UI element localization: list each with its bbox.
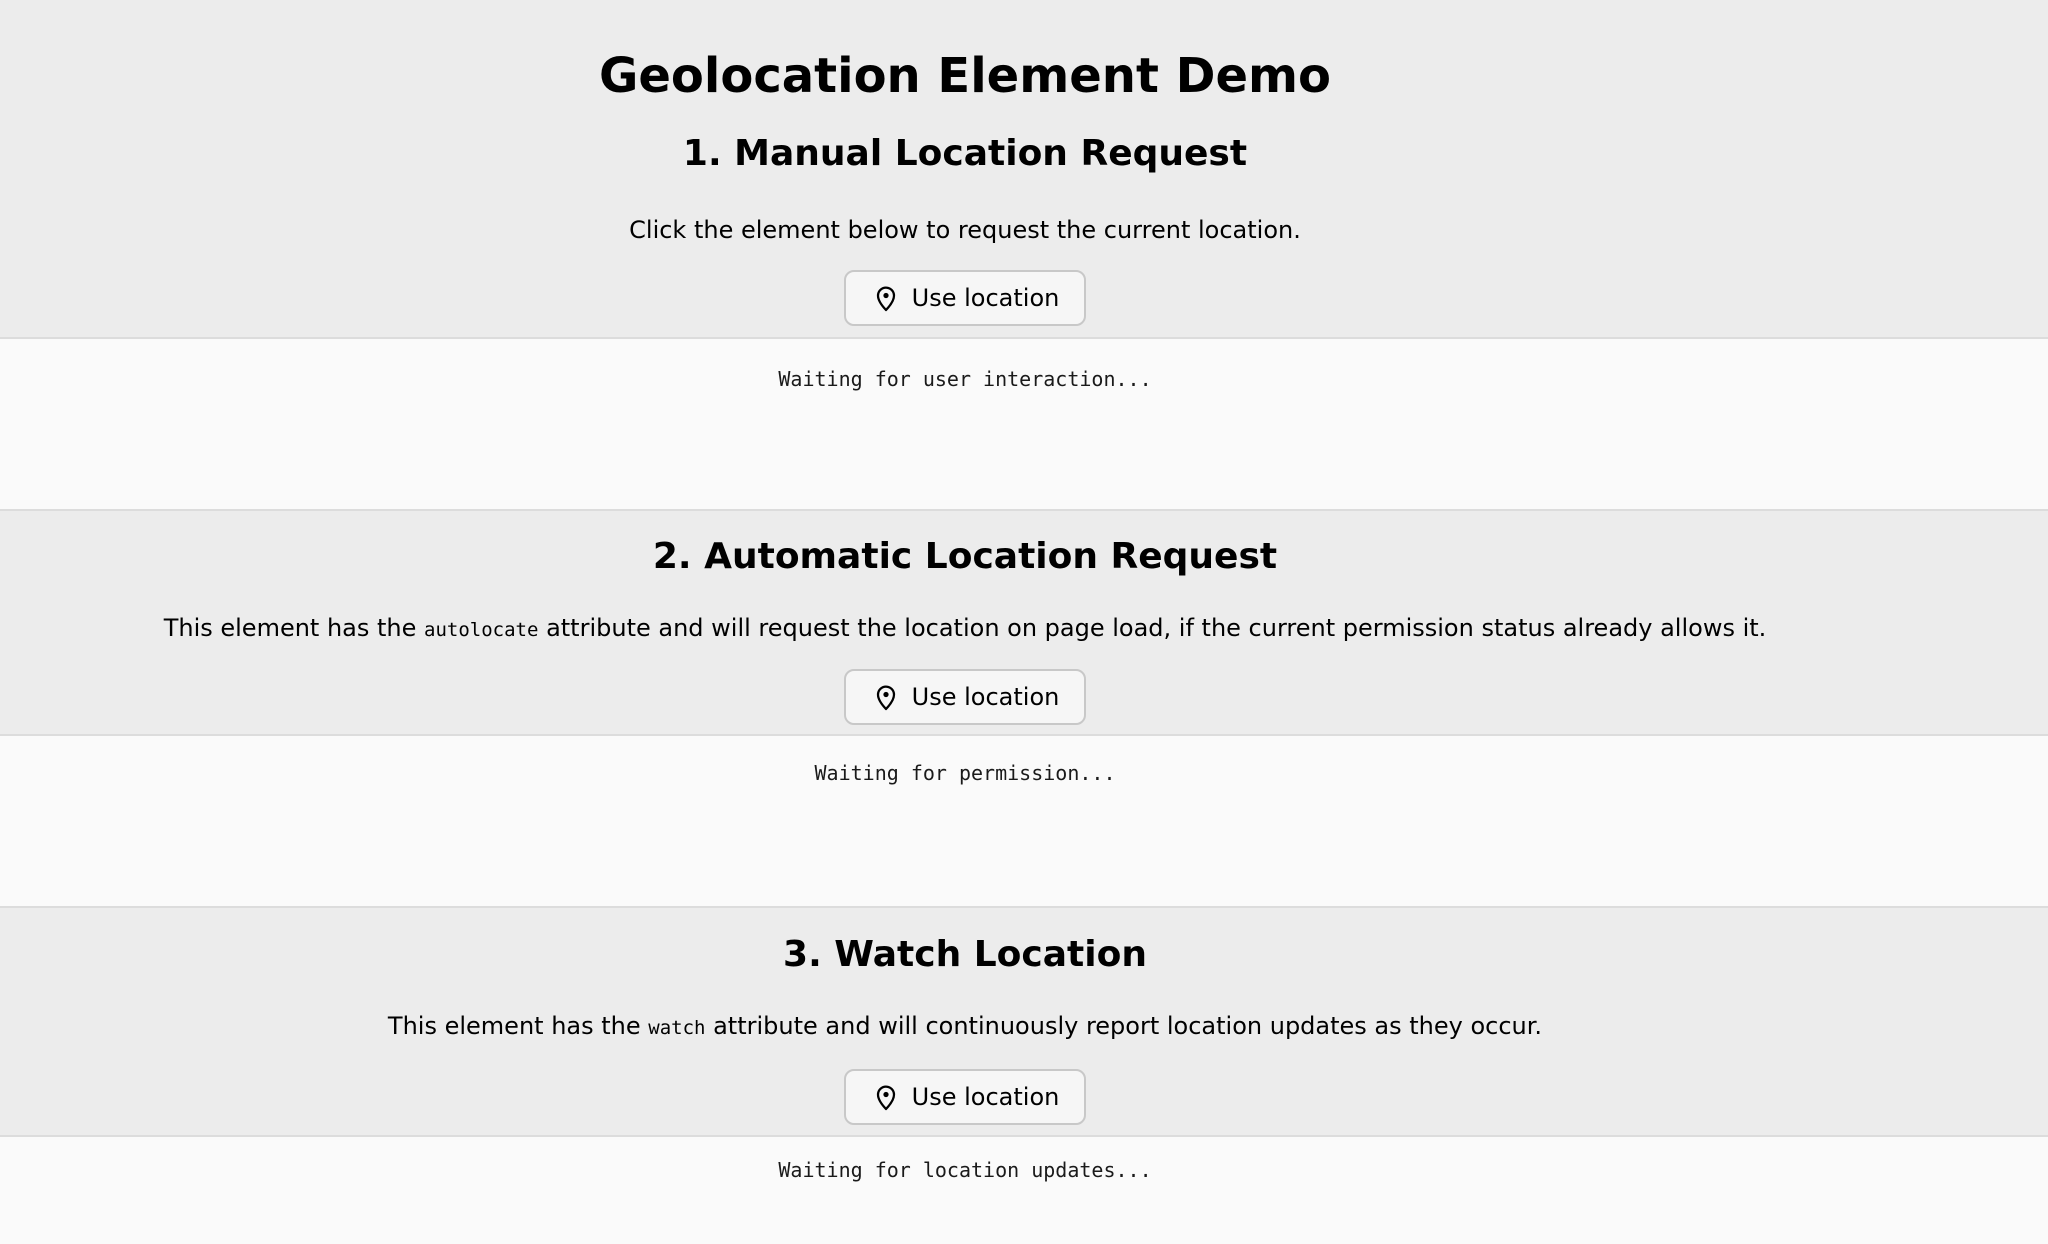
page-title: Geolocation Element Demo bbox=[598, 48, 1332, 104]
use-location-button-label: Use location bbox=[911, 683, 1060, 711]
description-text: attribute and will continuously report location updates as they occur. bbox=[705, 1012, 1543, 1040]
section-description-manual bbox=[0, 216, 1930, 246]
status-content bbox=[0, 1159, 1930, 1182]
description-text: attribute and will request the location on page load, if the current permission status already allows it. bbox=[538, 614, 1767, 642]
section-manual-location-request bbox=[0, 0, 2048, 339]
use-location-button-label: Use location bbox=[911, 284, 1060, 312]
location-pin-icon bbox=[871, 283, 901, 313]
section-automatic-location-request bbox=[0, 509, 2048, 736]
description-text: This element has the bbox=[163, 614, 425, 642]
status-output: Waiting for user interaction... bbox=[778, 367, 1152, 391]
status-area-automatic bbox=[0, 736, 2048, 906]
status-content bbox=[0, 762, 1930, 785]
section-heading-watch: 3. Watch Location bbox=[783, 934, 1147, 975]
section-description-automatic bbox=[0, 614, 1930, 644]
status-content bbox=[0, 368, 1930, 391]
status-output: Waiting for permission... bbox=[814, 761, 1116, 785]
section-heading-automatic: 2. Automatic Location Request bbox=[652, 536, 1278, 577]
description-text: This element has the bbox=[387, 1012, 649, 1040]
section-content bbox=[0, 48, 1930, 326]
watch-attribute-code: watch bbox=[648, 1017, 706, 1039]
section-content bbox=[0, 934, 1930, 1125]
autolocate-attribute-code: autolocate bbox=[424, 619, 539, 641]
use-location-button-label: Use location bbox=[911, 1083, 1060, 1111]
status-area-manual bbox=[0, 339, 2048, 509]
status-area-watch bbox=[0, 1137, 2048, 1244]
section-description-watch bbox=[0, 1012, 1930, 1042]
use-location-button[interactable] bbox=[844, 669, 1087, 725]
description-text: Click the element below to request the current location. bbox=[629, 216, 1301, 244]
use-location-button[interactable] bbox=[844, 270, 1087, 326]
use-location-button[interactable] bbox=[844, 1069, 1087, 1125]
section-watch-location bbox=[0, 906, 2048, 1137]
section-content bbox=[0, 536, 1930, 725]
location-pin-icon bbox=[871, 1082, 901, 1112]
location-pin-icon bbox=[871, 682, 901, 712]
status-output: Waiting for location updates... bbox=[778, 1158, 1152, 1182]
section-heading-manual: 1. Manual Location Request bbox=[682, 133, 1248, 174]
